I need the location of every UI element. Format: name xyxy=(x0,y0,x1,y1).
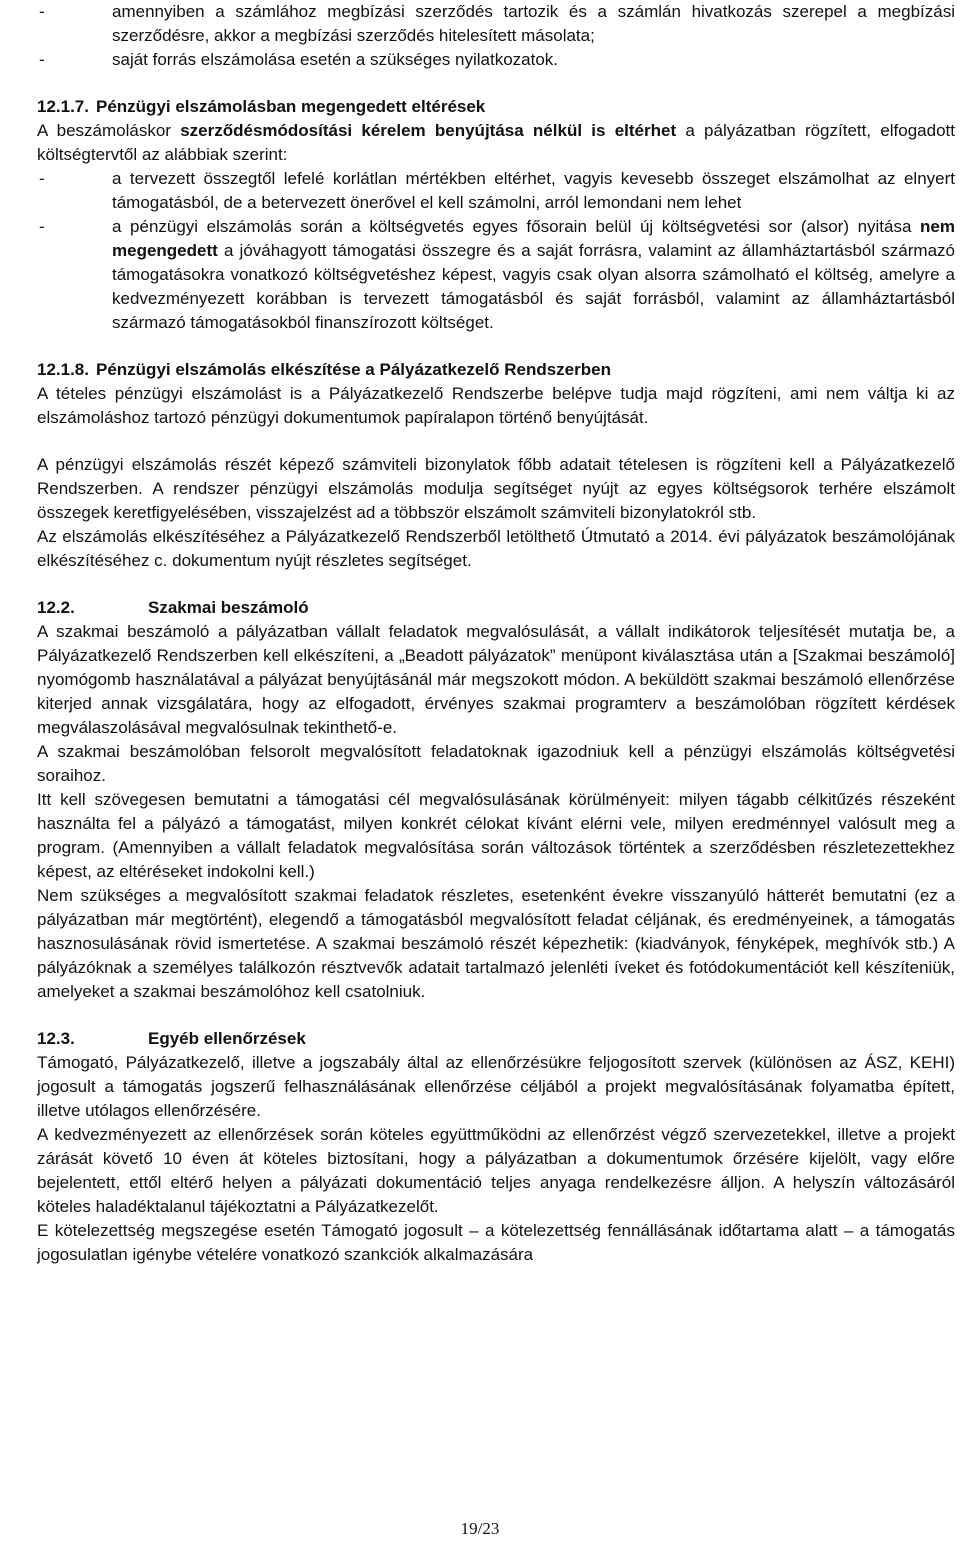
paragraph: A kedvezményezett az ellenőrzések során köteles együttműködni az ellenőrzést végző szervezetekkel, illetve a projekt zárását követő 10 éven át köteles biztosítani, hogy a pályázatban a dokumentumok őrzésére kijelölt, vagy előre bejelentett, ettől eltérő helyen a pályázati dokumentáció teljes anyaga rendelkezésre álljon. A helyszín változásáról köteles haladéktalanul tájékoztatni a Pályázatkezelőt. xyxy=(37,1125,955,1216)
list-item: - amennyiben a számlához megbízási szerződés tartozik és a számlán hivatkozás szerepel a megbízási szerződésre, akkor a megbízási szerződés hitelesített másolata; xyxy=(37,0,955,48)
top-list xyxy=(37,0,955,72)
list-item-text: a pénzügyi elszámolás során a költségvetés egyes fősorain belül új költségvetési sor (alsor) nyitása nem megengedett a jóváhagyott támogatási összegre és a saját forrásra, valamint az államháztartásból származó támogatásokra vonatkozó költségvetéshez képest, vagyis csak olyan alsorra számolható el költség, amelyre a kedvezményezett korábban is tervezett támogatásból és saját forrásból, valamint az államháztartásból származó támogatásokból finanszírozott költséget. xyxy=(112,217,955,332)
section-title: Pénzügyi elszámolásban megengedett eltérések xyxy=(96,97,486,116)
paragraph: A pénzügyi elszámolás részét képező számviteli bizonylatok főbb adatait tételesen is rögzíteni kell a Pályázatkezelő Rendszerben. A rendszer pénzügyi elszámolás modulja segítséget nyújt az egyes költségsorok terhére elszámolt összegek keretfigyelésében, visszajelzést ad a többször elszámolt számviteli bizonylatokról stb. xyxy=(37,455,955,522)
list-item-text: a tervezett összegtől lefelé korlátlan mértékben eltérhet, vagyis kevesebb összeget elszámolhat az elnyert támogatásból, de a betervezett önerővel el kell számolni, arról lemondani nem lehet xyxy=(112,169,955,212)
paragraph: A szakmai beszámolóban felsorolt megvalósított feladatoknak igazodniuk kell a pénzügyi elszámolás költségvetési soraihoz. xyxy=(37,742,955,785)
page-number: 19/23 xyxy=(460,1519,500,1538)
list-item: - a pénzügyi elszámolás során a költségvetés egyes fősorain belül új költségvetési sor (alsor) nyitása nem megengedett a jóváhagyott támogatási összegre és a saját forrásra, valamint az államháztartásból származó támogatásokra vonatkozó költségvetéshez képest, vagyis csak olyan alsorra számolható el költség, amelyre a kedvezményezett korábban is tervezett támogatásból és saját forrásból, valamint az államháztartásból származó támogatásokból finanszírozott költséget. xyxy=(37,215,955,335)
section-number: 12.3. xyxy=(37,1029,75,1048)
section-12-3 xyxy=(37,1027,955,1267)
paragraph: A tételes pénzügyi elszámolást is a Pályázatkezelő Rendszerbe belépve tudja majd rögzíteni, ami nem váltja ki az elszámoláshoz tartozó pénzügyi dokumentumok papíralapon történő benyújtását. xyxy=(37,384,955,427)
paragraph: Támogató, Pályázatkezelő, illetve a jogszabály által az ellenőrzésükre feljogosított szervek (különösen az ÁSZ, KEHI) jogosult a támogatás jogszerű felhasználásának ellenőrzése céljából a projekt megvalósításának folyamatba épített, illetve utólagos ellenőrzésére. xyxy=(37,1053,955,1120)
list-item: - saját forrás elszámolása esetén a szükséges nyilatkozatok. xyxy=(37,48,955,72)
paragraph: E kötelezettség megszegése esetén Támogató jogosult – a kötelezettség fennállásának időtartama alatt – a támogatás jogosulatlan igénybe vételére vonatkozó szankciók alkalmazására xyxy=(37,1221,955,1264)
section-title: Egyéb ellenőrzések xyxy=(148,1029,306,1048)
paragraph: Nem szükséges a megvalósított szakmai feladatok részletes, esetenként évekre visszanyúló hátterét bemutatni (ez a pályázatban már megtörtént), elegendő a támogatásból megvalósított feladat céljának, és eredményeinek, a támogatás hasznosulásának rövid ismertetése. A szakmai beszámoló részét képezhetik: (kiadványok, fényképek, meghívók stb.) A pályázóknak a személyes találkozón résztvevők adatait tartalmazó jelenléti íveket és fotódokumentációt kell készíteniük, amelyeket a szakmai beszámolóhoz kell csatolniuk. xyxy=(37,886,955,1001)
section-number: 12.2. xyxy=(37,598,75,617)
section-number: 12.1.8. xyxy=(37,360,89,379)
section-title: Szakmai beszámoló xyxy=(148,598,309,617)
section-12-1-8 xyxy=(37,358,955,573)
list-item-text: saját forrás elszámolása esetén a szükséges nyilatkozatok. xyxy=(112,50,559,69)
paragraph: A beszámoláskor szerződésmódosítási kérelem benyújtása nélkül is eltérhet a pályázatban rögzített, elfogadott költségtervtől az alábbiak szerint: xyxy=(37,121,955,164)
section-heading xyxy=(37,596,955,620)
paragraph: Az elszámolás elkészítéséhez a Pályázatkezelő Rendszerből letölthető Útmutató a 2014. évi pályázatok beszámolójának elkészítéséhez c. dokumentum nyújt részletes segítséget. xyxy=(37,527,955,570)
page-content xyxy=(37,0,955,1267)
list-item-text: amennyiben a számlához megbízási szerződés tartozik és a számlán hivatkozás szerepel a megbízási szerződésre, akkor a megbízási szerződés hitelesített másolata; xyxy=(112,2,955,45)
paragraph: Itt kell szövegesen bemutatni a támogatási cél megvalósulásának körülményeit: milyen tágabb célkitűzés részeként használta fel a pályázó a támogatást, milyen konkrét célokat kívánt elérni vele, milyen eredménnyel valósult meg a program. (Amennyiben a vállalt feladatok megvalósítása során változások történtek a szerződésben részletezettekhez képest, az eltéréseket indokolni kell.) xyxy=(37,790,955,881)
section-12-2 xyxy=(37,596,955,1004)
section-number: 12.1.7. xyxy=(37,97,89,116)
list-item: - a tervezett összegtől lefelé korlátlan mértékben eltérhet, vagyis kevesebb összeget elszámolhat az elnyert támogatásból, de a betervezett önerővel el kell számolni, arról lemondani nem lehet xyxy=(37,167,955,215)
section-heading xyxy=(37,95,955,119)
section-heading xyxy=(37,358,955,382)
paragraph: A szakmai beszámoló a pályázatban vállalt feladatok megvalósulását, a vállalt indikátorok teljesítését mutatja be, a Pályázatkezelő Rendszerben kell elkészíteni, a „Beadott pályázatok” menüpont kiválasztása után a [Szakmai beszámoló] nyomógomb használatával a pályázat benyújtásánál már megszokott módon. A beküldött szakmai beszámoló ellenőrzése kiterjed annak vizsgálatára, hogy az elfogadott, érvényes szakmai programterv a beszámolóban rögzített kérdések megválaszolásával megvalósulnak tekinthető-e. xyxy=(37,622,955,737)
section-heading xyxy=(37,1027,955,1051)
section-12-1-7 xyxy=(37,95,955,335)
section-title: Pénzügyi elszámolás elkészítése a Pályázatkezelő Rendszerben xyxy=(96,360,611,379)
